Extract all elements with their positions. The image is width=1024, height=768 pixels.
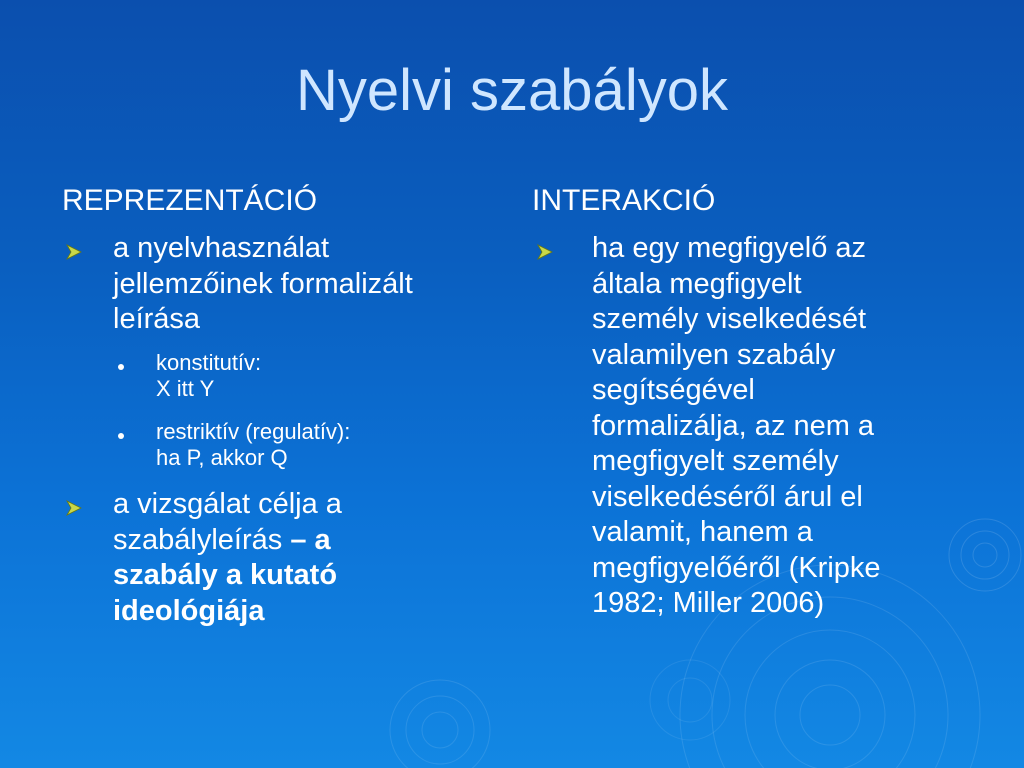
slide-title: Nyelvi szabályok	[296, 58, 728, 123]
left-bullet-2-emphasis: szabály a kutató	[113, 559, 338, 591]
right-bullet-1-line: megfigyelőéről (Kripke	[592, 551, 881, 584]
left-bullet-2-emphasis: – a	[290, 523, 331, 556]
dot-bullet-icon	[118, 433, 124, 439]
left-bullet-2-line	[113, 523, 342, 559]
left-bullet-1	[113, 231, 413, 338]
right-column-heading: INTERAKCIÓ	[532, 184, 716, 217]
left-sub-bullet-1	[156, 350, 261, 402]
right-bullet-1-line: segítségével	[592, 374, 755, 406]
right-bullet-1	[592, 231, 881, 622]
dot-bullet-icon	[118, 364, 124, 370]
right-bullet-1-line: személy viselkedését	[592, 303, 866, 335]
right-bullet-1-line: valamit, hanem a	[592, 516, 813, 548]
left-bullet-2-plain: szabályleírás	[113, 523, 291, 556]
left-column-heading: REPREZENTÁCIÓ	[62, 184, 318, 217]
left-bullet-2-emphasis: ideológiája	[113, 594, 265, 627]
arrow-bullet-icon	[535, 242, 555, 262]
sub-bullet-line: X itt Y	[156, 376, 215, 401]
right-bullet-1-line: 1982; Miller 2006)	[592, 587, 825, 619]
arrow-bullet-icon	[64, 498, 84, 518]
arrow-bullet-icon	[64, 242, 84, 262]
right-bullet-1-line: általa megfigyelt	[592, 267, 802, 300]
sub-bullet-line: konstitutív:	[156, 350, 262, 375]
right-bullet-1-line: formalizálja, az nem a	[592, 409, 875, 442]
left-bullet-1-line: jellemzőinek formalizált	[113, 267, 413, 300]
sub-bullet-line: restriktív (regulatív):	[156, 419, 351, 444]
right-bullet-1-line: valamilyen szabály	[592, 338, 836, 371]
right-bullet-1-line: ha egy megfigyelő az	[592, 232, 867, 264]
left-bullet-1-line: leírása	[113, 303, 201, 335]
left-bullet-2-line: a vizsgálat célja a	[113, 488, 342, 520]
left-bullet-2	[113, 487, 342, 629]
left-sub-bullet-2	[156, 419, 350, 471]
right-bullet-1-line: megfigyelt személy	[592, 445, 839, 477]
sub-bullet-line: ha P, akkor Q	[156, 445, 288, 470]
right-bullet-1-line: viselkedéséről árul el	[592, 480, 863, 513]
left-bullet-1-line: a nyelvhasználat	[113, 232, 330, 264]
